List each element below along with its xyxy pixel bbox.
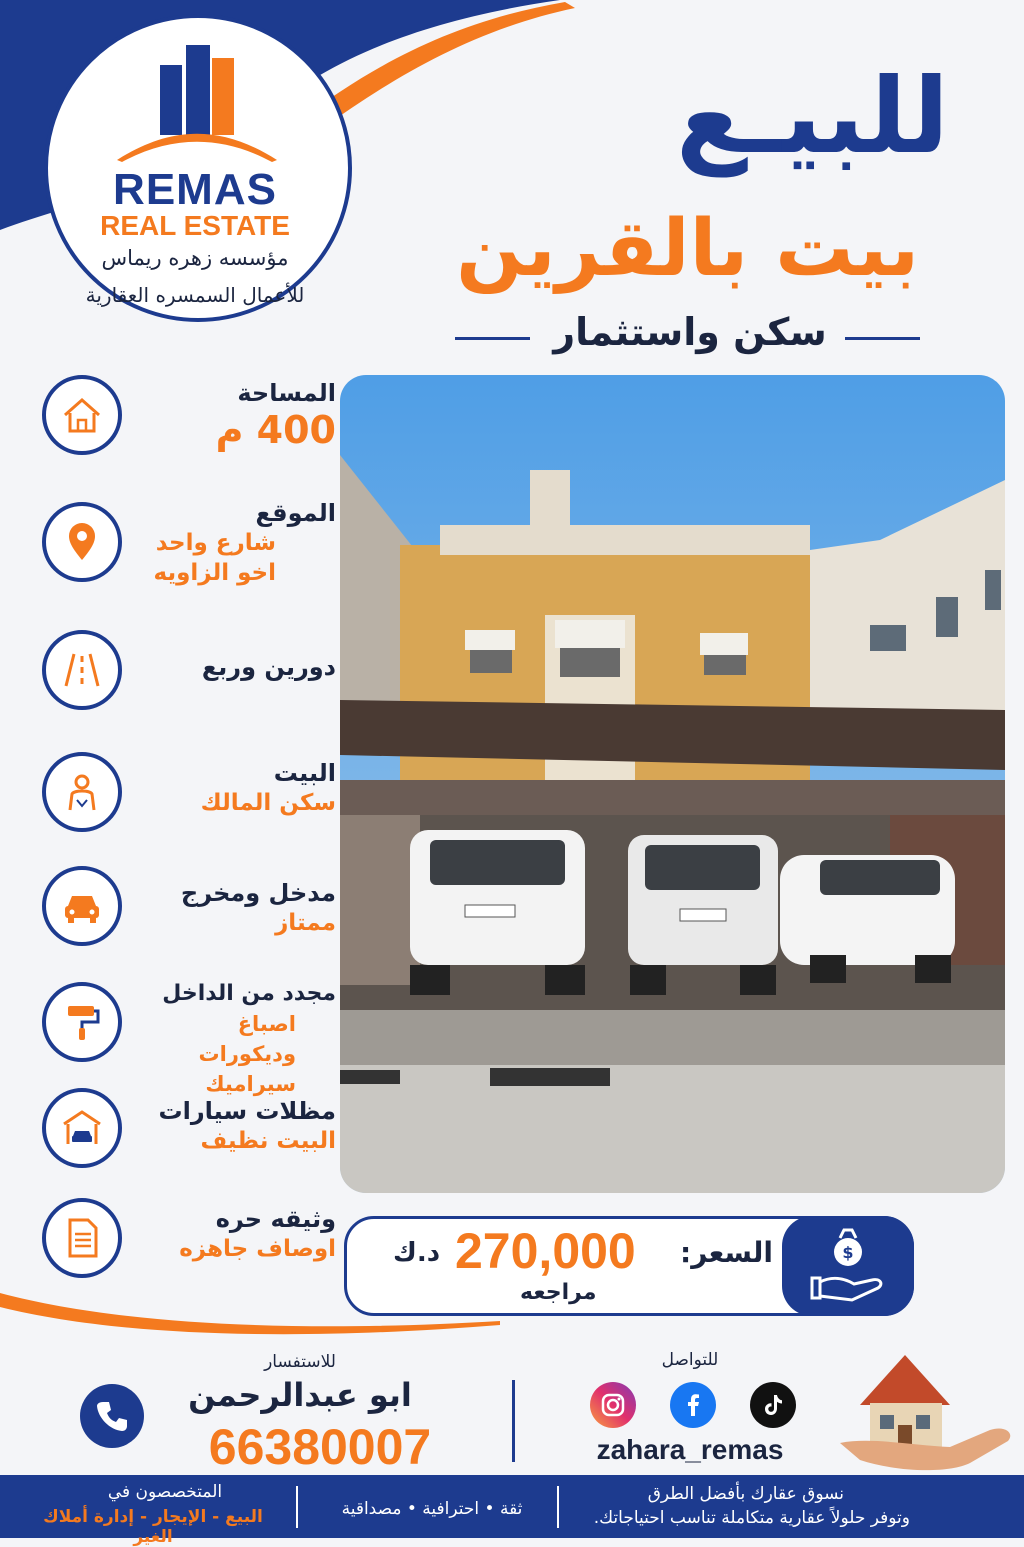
footer-divider-2: [296, 1486, 298, 1528]
price-label: السعر:: [680, 1236, 774, 1269]
feature-house-value: سكن المالك: [200, 790, 336, 817]
feature-area: [146, 378, 336, 453]
feature-location-label: الموقع: [255, 499, 336, 527]
location-pin-icon: [42, 502, 122, 582]
feature-entrance: [146, 878, 336, 939]
inquiry-label: للاستفسار: [264, 1352, 336, 1372]
feature-deed: [146, 1204, 336, 1265]
tiktok-icon[interactable]: [750, 1382, 796, 1428]
feature-house-label: البيت: [273, 759, 336, 787]
feature-floors-label: دورين وربع: [201, 653, 336, 681]
logo-buildings-icon: [112, 40, 282, 165]
feature-area-value: 400 م: [215, 408, 336, 453]
social-handle[interactable]: zahara_remas: [596, 1434, 784, 1465]
feature-carport-value: البيت نظيف: [200, 1128, 336, 1155]
footer-specialists-label: المتخصصون في: [107, 1482, 223, 1502]
feature-deed-value: اوصاف جاهزه: [179, 1236, 336, 1263]
feature-house: [146, 758, 336, 819]
feature-carport: [146, 1096, 336, 1157]
contact-phone[interactable]: 66380007: [208, 1419, 432, 1475]
property-photo: [340, 375, 1005, 1193]
feature-deed-label: وثيقه حره: [215, 1205, 336, 1233]
feature-floors: [146, 652, 336, 683]
feature-area-label: المساحة: [237, 379, 336, 407]
feature-location: [146, 498, 336, 589]
garage-icon: [42, 1088, 122, 1168]
contact-name: ابو عبدالرحمن: [188, 1376, 412, 1414]
feature-entrance-label: مدخل ومخرج: [180, 879, 336, 907]
footer-services: البيع - الإيجار - إدارة أملاك الغير: [43, 1507, 263, 1547]
price-amount: 270,000: [455, 1223, 636, 1279]
person-icon: [42, 752, 122, 832]
headline-for-sale: للبيـع: [676, 55, 949, 177]
brand-tagline-arabic: للأعمال السمسره العقارية: [85, 283, 305, 307]
facebook-icon[interactable]: [670, 1382, 716, 1428]
price-currency: د.ك: [393, 1238, 441, 1268]
headline-property: بيت بالقرين: [456, 204, 919, 294]
house-icon: [42, 375, 122, 455]
price-note: مراجعه: [520, 1280, 597, 1305]
paint-roller-icon: [42, 982, 122, 1062]
footer-slogan-1: نسوق عقارك بأفضل الطرق: [647, 1484, 844, 1504]
footer-divider-1: [557, 1486, 559, 1528]
svg-text:$: $: [842, 1243, 854, 1262]
contact-divider: [512, 1380, 515, 1462]
feature-renovation-value: اصباغ وديكورات سيراميك: [198, 1011, 296, 1097]
feature-renovation-label: مجدد من الداخل: [162, 981, 336, 1006]
brand-name-primary: REMAS: [113, 165, 277, 214]
feature-location-value: شارع واحد اخو الزاويه: [153, 530, 276, 587]
feature-entrance-value: ممتاز: [275, 910, 336, 937]
money-hand-icon: [782, 1216, 914, 1316]
instagram-icon[interactable]: [590, 1382, 636, 1428]
footer-slogan-2: وتوفر حلولاً عقارية متكاملة تناسب احتياجاتك.: [593, 1508, 910, 1528]
brand-name-secondary: REAL ESTATE: [100, 210, 290, 241]
document-icon: [42, 1198, 122, 1278]
price-icon-panel: [782, 1216, 914, 1316]
road-icon: [42, 630, 122, 710]
social-label: للتواصل: [661, 1350, 719, 1370]
phone-icon[interactable]: [80, 1384, 144, 1448]
feature-renovation: [146, 980, 336, 1100]
car-icon: [42, 866, 122, 946]
brand-name-arabic: مؤسسه زهره ريماس: [101, 246, 289, 270]
house-in-hand-icon: [840, 1345, 1020, 1475]
footer-values: ثقة • احترافية • مصداقية: [341, 1499, 523, 1519]
feature-carport-label: مظلات سيارات: [158, 1097, 336, 1125]
headline-subtitle: سكن واستثمار: [553, 310, 827, 354]
